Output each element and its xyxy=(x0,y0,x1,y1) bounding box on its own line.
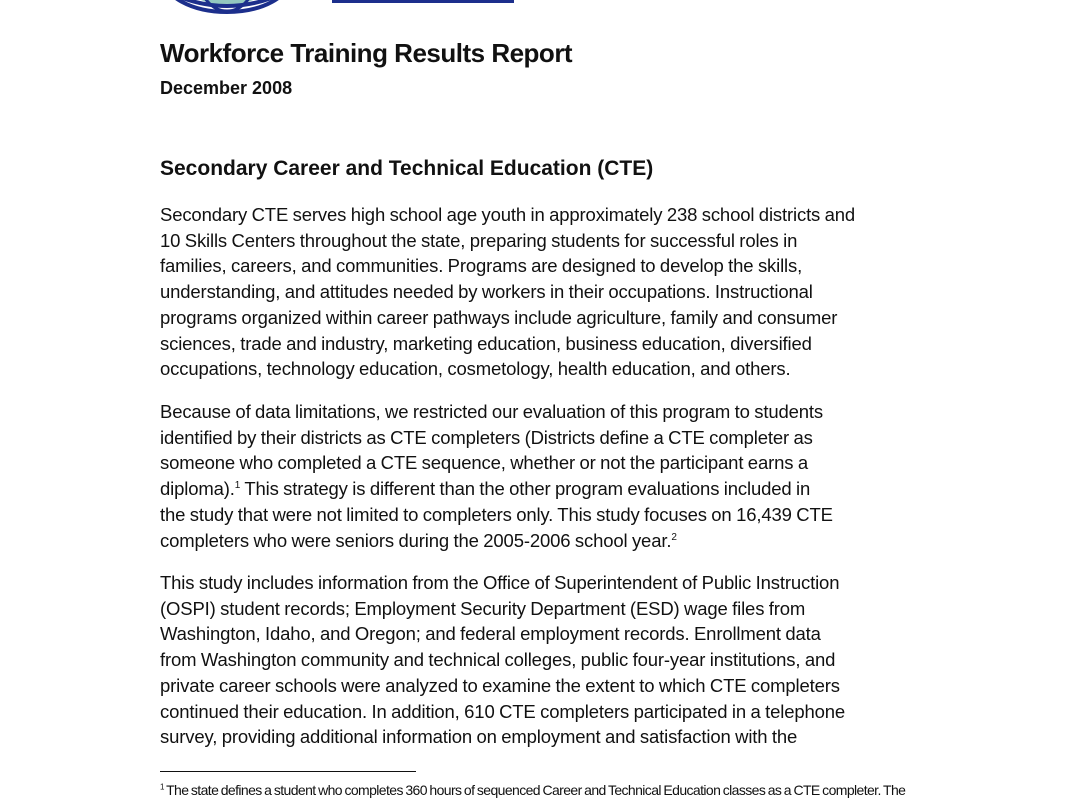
paragraph-line: sciences, trade and industry, marketing education, business education, diversified xyxy=(160,332,812,354)
globe-logo-icon xyxy=(160,0,294,14)
paragraph-line: 10 Skills Centers throughout the state, preparing students for successful roles in xyxy=(160,229,798,251)
paragraph-line: occupations, technology education, cosmetology, health education, and others. xyxy=(160,358,791,380)
paragraph-text: completers who were seniors during the 2005-2006 school year. xyxy=(160,529,672,551)
footnote-1 xyxy=(160,782,905,798)
paragraph-line: from Washington community and technical colleges, public four-year institutions, and xyxy=(160,649,836,671)
paragraph-line: understanding, and attitudes needed by workers in their occupations. Instructional xyxy=(160,281,813,303)
paragraph-line: continued their education. In addition, 610 CTE completers participated in a telephone xyxy=(160,700,846,722)
paragraph-line: identified by their districts as CTE completers (Districts define a CTE completer as xyxy=(160,426,813,448)
footnote-marker: 1 xyxy=(160,782,164,792)
footnote-divider xyxy=(160,771,416,772)
paragraph-line: This study includes information from the Office of Superintendent of Public Instruction xyxy=(160,572,840,593)
paragraph-line: private career schools were analyzed to examine the extent to which CTE completers xyxy=(160,674,840,696)
footnote-text: The state defines a student who completes 360 hours of sequenced Career and Technical Education classes as a CTE completer. The xyxy=(163,782,906,798)
paragraph-data-sources xyxy=(160,570,940,750)
banner-bar xyxy=(332,0,514,3)
paragraph-text: diploma). xyxy=(160,478,235,500)
paragraph-line: (OSPI) student records; Employment Security Department (ESD) wage files from xyxy=(160,597,806,619)
paragraph-line: someone who completed a CTE sequence, whether or not the participant earns a xyxy=(160,452,808,474)
paragraph-line: survey, providing additional information on employment and satisfaction with the xyxy=(160,726,798,748)
paragraph-line: the study that were not limited to completers only. This study focuses on 16,439 CTE xyxy=(160,503,833,525)
paragraph-line: families, careers, and communities. Programs are designed to develop the skills, xyxy=(160,255,803,277)
paragraph-line xyxy=(160,476,940,502)
paragraph-line xyxy=(160,528,940,554)
paragraph-line: Secondary CTE serves high school age youth in approximately 238 school districts and xyxy=(160,204,856,225)
paragraph-line: Because of data limitations, we restricted our evaluation of this program to students xyxy=(160,401,824,422)
paragraph-line: Washington, Idaho, and Oregon; and federal employment records. Enrollment data xyxy=(160,623,821,645)
paragraph-text: This strategy is different than the other program evaluations included in xyxy=(240,478,811,500)
paragraph-data-limitations xyxy=(160,399,940,553)
report-date: December 2008 xyxy=(160,78,293,98)
report-title: Workforce Training Results Report xyxy=(160,38,573,68)
paragraph-intro xyxy=(160,202,940,382)
section-heading: Secondary Career and Technical Education (CTE) xyxy=(160,157,654,180)
paragraph-line: programs organized within career pathways include agriculture, family and consumer xyxy=(160,306,838,328)
footnote-ref-2[interactable]: 2 xyxy=(671,531,677,543)
footnote-ref-1[interactable]: 1 xyxy=(234,479,241,491)
